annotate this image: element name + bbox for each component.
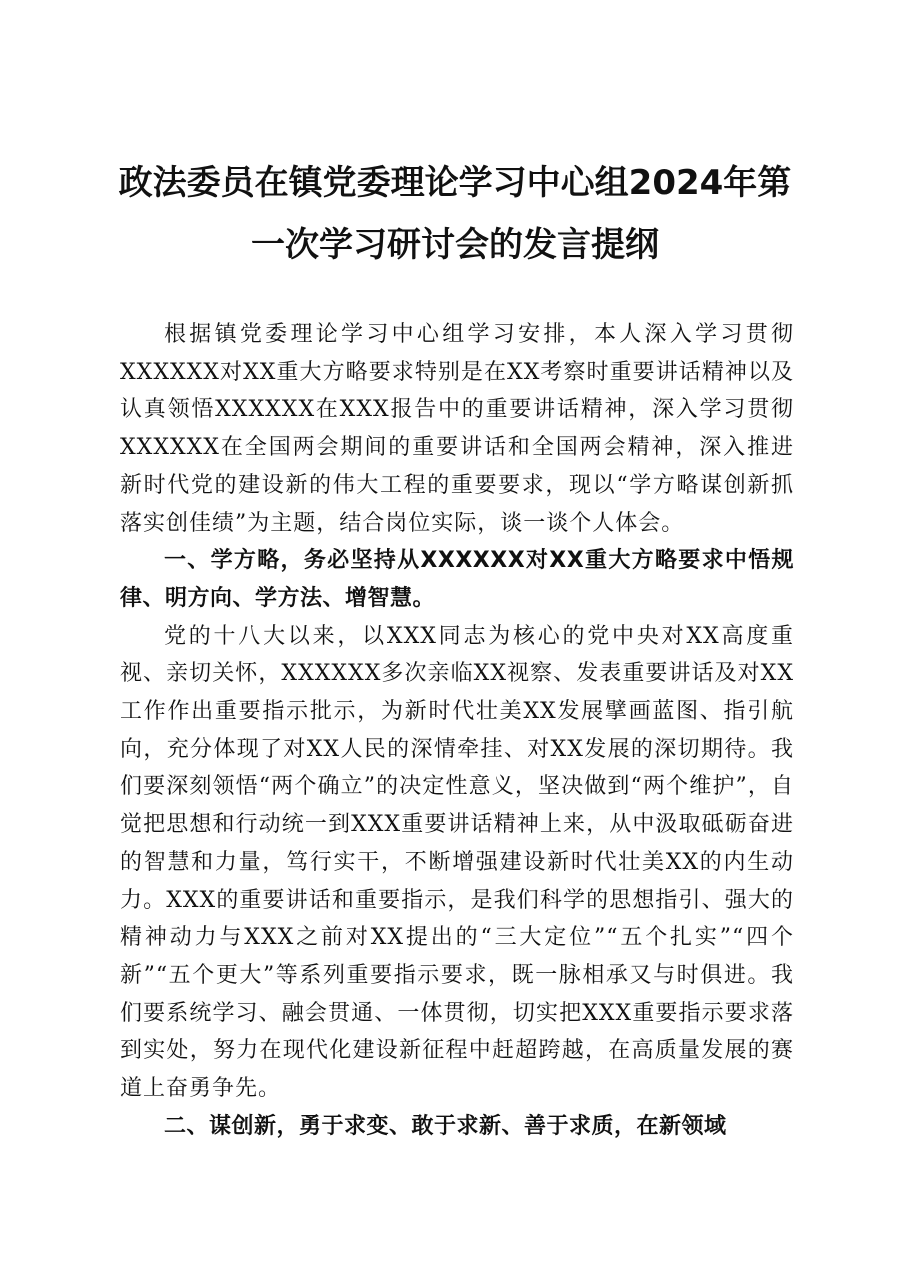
document-body	[120, 316, 794, 1145]
intro-paragraph: 根据镇党委理论学习中心组学习安排，本人深入学习贯彻XXXXXX对XX重大方略要求特别是在XX考察时重要讲话精神以及认真领悟XXXXXX在XXX报告中的重要讲话精神，深入学习贯彻XXXXXX在全国两会期间的重要讲话和全国两会精神，深入推进新时代党的建设新的伟大工程的重要要求，现以“学方略谋创新抓落实创佳绩”为主题，结合岗位实际，谈一谈个人体会。	[120, 322, 794, 536]
section-1-paragraph: 党的十八大以来，以XXX同志为核心的党中央对XX高度重视、亲切关怀，XXXXXX多次亲临XX视察、发表重要讲话及对XX工作作出重要指示批示，为新时代壮美XX发展擘画蓝图、指引航向，充分体现了对XX人民的深情牵挂、对XX发展的深切期待。我们要深刻领悟“两个确立”的决定性意义，坚决做到“两个维护”，自觉把思想和行动统一到XXX重要讲话精神上来，从中汲取砥砺奋进的智慧和力量，笃行实干，不断增强建设新时代壮美XX的内生动力。XXX的重要讲话和重要指示，是我们科学的思想指引、强大的精神动力与XXX之前对XX提出的“三大定位”“五个扎实”“四个新”“五个更大”等系列重要指示要求，既一脉相承又与时俱进。我们要系统学习、融会贯通、一体贯彻，切实把XXX重要指示要求落到实处，努力在现代化建设新征程中赶超跨越，在高质量发展的赛道上奋勇争先。	[120, 623, 794, 1102]
section-heading-2: 二、谋创新，勇于求变、敢于求新、善于求质，在新领域	[164, 1113, 727, 1139]
document-title: 政法委员在镇党委理论学习中心组2024年第一次学习研讨会的发言提纲	[118, 163, 792, 265]
section-heading-1: 一、学方略，务必坚持从XXXXXX对XX重大方略要求中悟规律、明方向、学方法、增智慧。	[120, 548, 794, 611]
